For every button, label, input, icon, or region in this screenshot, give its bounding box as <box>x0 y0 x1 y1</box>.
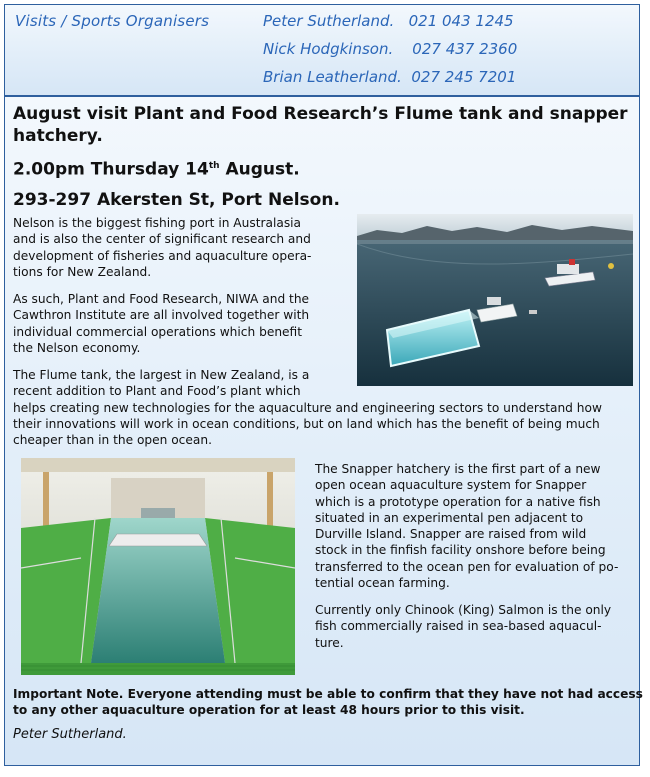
contact-brian <box>263 68 516 86</box>
visit-time: 2.00pm Thursday 14th August. <box>13 159 300 180</box>
contact-nick <box>263 40 517 58</box>
hatchery-illustration <box>21 458 295 675</box>
signature: Peter Sutherland. <box>13 727 127 742</box>
ocean-pen-photo <box>357 214 633 386</box>
paragraph-snapper-hatchery: The Snapper hatchery is the first part of a new open ocean aquaculture system for Snapper which is a prototype operation for a native fish situated in an experimental pen adjacent to Durville Island. Snapper are raised from wild stock in the finfish facility onshore before being transferred to the ocean pen for evaluation of po- tential ocean farming. <box>315 462 619 591</box>
organisers-label: Visits / Sports Organisers <box>15 12 210 30</box>
contact-name: Brian Leatherland. <box>263 68 402 86</box>
visit-article <box>4 96 643 766</box>
paragraph-organisations: As such, Plant and Food Research, NIWA and the Cawthron Institute are all involved together with individual commercial operations which benefit the Nelson economy. <box>13 292 310 355</box>
contact-name: Nick Hodgkinson. <box>263 40 394 58</box>
contact-phone: 021 043 1245 <box>408 12 514 30</box>
paragraph-flume-tank: The Flume tank, the largest in New Zealand, is a recent addition to Plant and Food’s plant which helps creating new technologies for the aquaculture and engineering sectors to understand how their innovations will work in ocean conditions, but on land which has the benefit of being much cheaper than in the open ocean. <box>13 368 602 448</box>
visit-address: 293-297 Akersten St, Port Nelson. <box>13 190 340 210</box>
contact-peter <box>263 12 514 30</box>
contact-name: Peter Sutherland. <box>263 12 395 30</box>
snapper-hatchery-photo <box>21 458 295 675</box>
contact-phone: 027 245 7201 <box>411 68 517 86</box>
ocean-pen-illustration <box>357 214 633 386</box>
organisers-header <box>4 4 640 96</box>
contact-phone: 027 437 2360 <box>412 40 518 58</box>
paragraph-intro: Nelson is the biggest fishing port in Australasia and is also the center of significant research and development of fisheries and aquaculture opera- tions for New Zealand. <box>13 216 312 279</box>
paragraph-salmon: Currently only Chinook (King) Salmon is the only fish commercially raised in sea-based aquacul- ture. <box>315 603 612 650</box>
article-title: August visit Plant and Food Research’s Flume tank and snapper hatchery. <box>13 104 628 146</box>
important-note: Important Note. Everyone attending must be able to confirm that they have not had access to any other aquaculture operation for at least 48 hours prior to this visit. <box>13 687 643 718</box>
